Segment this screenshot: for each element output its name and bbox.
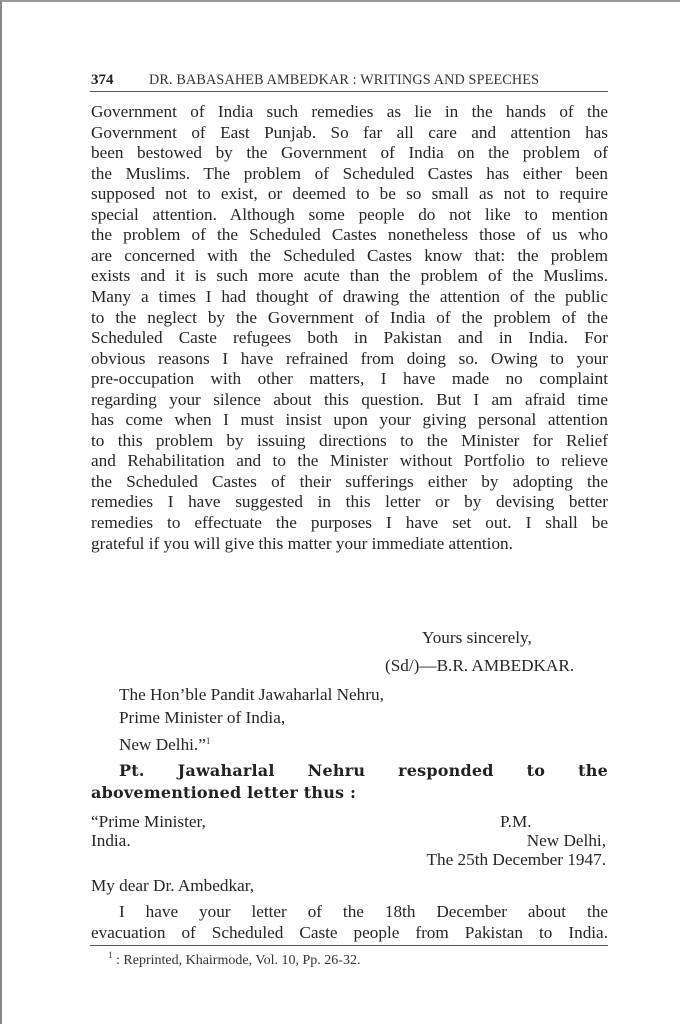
addressee-line-1: The Hon’ble Pandit Jawaharlal Nehru, <box>119 685 384 704</box>
footnote-marker: 1 <box>108 950 113 960</box>
body-line: Many a times I had thought of drawing the attention of the public <box>91 286 608 306</box>
section-heading-word: Jawaharlal <box>177 761 275 780</box>
reply-place: New Delhi, <box>526 831 606 850</box>
header-rule <box>90 91 608 92</box>
addressee-line-2: Prime Minister of India, <box>119 708 286 727</box>
body-line: remedies I have suggested in this letter or by devising better <box>91 492 608 512</box>
body-line: grateful if you will give this matter your immediate attention. <box>91 533 513 553</box>
section-heading-colon: : <box>350 783 357 802</box>
footnote <box>108 950 360 969</box>
section-heading-word: responded <box>398 761 494 780</box>
addressee-city: New Delhi.” <box>119 735 206 754</box>
section-heading-text: abovementioned letter thus <box>91 783 345 802</box>
body-line: exists and it is such more acute than the problem of the Muslims. <box>91 266 608 286</box>
signature: (Sd/)—B.R. AMBEDKAR. <box>385 656 575 675</box>
running-title: DR. BABASAHEB AMBEDKAR : WRITINGS AND SPEECHES <box>149 72 540 88</box>
section-heading-word: Nehru <box>307 761 366 780</box>
page-number: 374 <box>91 72 114 88</box>
reply-reference: P.M. <box>500 812 532 831</box>
section-heading-word: Pt. <box>119 761 145 780</box>
section-heading-word: to <box>526 761 546 780</box>
body-line: special attention. Although some people do not like to mention <box>91 204 608 224</box>
reply-paragraph-line-1: I have your letter of the 18th December about the <box>119 902 608 921</box>
body-line: the Muslims. The problem of Scheduled Castes has either been <box>91 163 608 183</box>
body-line: remedies to effectuate the purposes I have set out. I shall be <box>91 513 608 532</box>
closing-salutation: Yours sincerely, <box>422 628 532 647</box>
reply-from-line-1: “Prime Minister, <box>91 812 206 831</box>
body-line: the problem of the Scheduled Castes nonetheless those of us who <box>91 225 608 245</box>
reply-greeting: My dear Dr. Ambedkar, <box>91 876 255 895</box>
reply-from-line-2: India. <box>91 831 131 850</box>
footnote-reference: 1 <box>205 736 211 746</box>
body-line: the Scheduled Castes of their sufferings either by adopting the <box>91 471 608 491</box>
body-line: Scheduled Caste refugees both in Pakistan and in India. For <box>91 328 608 348</box>
body-line: been bestowed by the Government of India on the problem of <box>91 143 608 163</box>
reply-paragraph-line-2: evacuation of Scheduled Caste people from Pakistan to India. <box>91 923 608 942</box>
body-line: Government of East Punjab. So far all care and attention has <box>91 122 608 142</box>
section-heading-line-1 <box>119 761 608 780</box>
section-heading-line-2 <box>91 783 356 802</box>
reply-date: The 25th December 1947. <box>426 850 606 869</box>
addressee-line-3 <box>119 731 210 755</box>
body-line: Government of India such remedies as lie in the hands of the <box>91 102 608 121</box>
body-line: and Rehabilitation and to the Minister without Portfolio to relieve <box>91 451 608 471</box>
footnote-rule <box>90 945 608 946</box>
body-line: obvious reasons I have refrained from doing so. Owing to your <box>91 348 608 368</box>
section-heading-word: the <box>578 761 608 780</box>
body-line: to the neglect by the Government of India of the problem of the <box>91 307 608 327</box>
body-line: are concerned with the Scheduled Castes know that: the problem <box>91 245 608 265</box>
footnote-text: : Reprinted, Khairmode, Vol. 10, Pp. 26-32. <box>116 953 361 968</box>
body-line: has come when I must insist upon your giving personal attention <box>91 410 608 430</box>
body-line: supposed not to exist, or deemed to be so small as not to require <box>91 184 608 204</box>
body-line: regarding your silence about this question. But I am afraid time <box>91 389 608 409</box>
body-line: pre-occupation with other matters, I have made no complaint <box>91 369 608 389</box>
body-line: to this problem by issuing directions to the Minister for Relief <box>91 430 608 450</box>
